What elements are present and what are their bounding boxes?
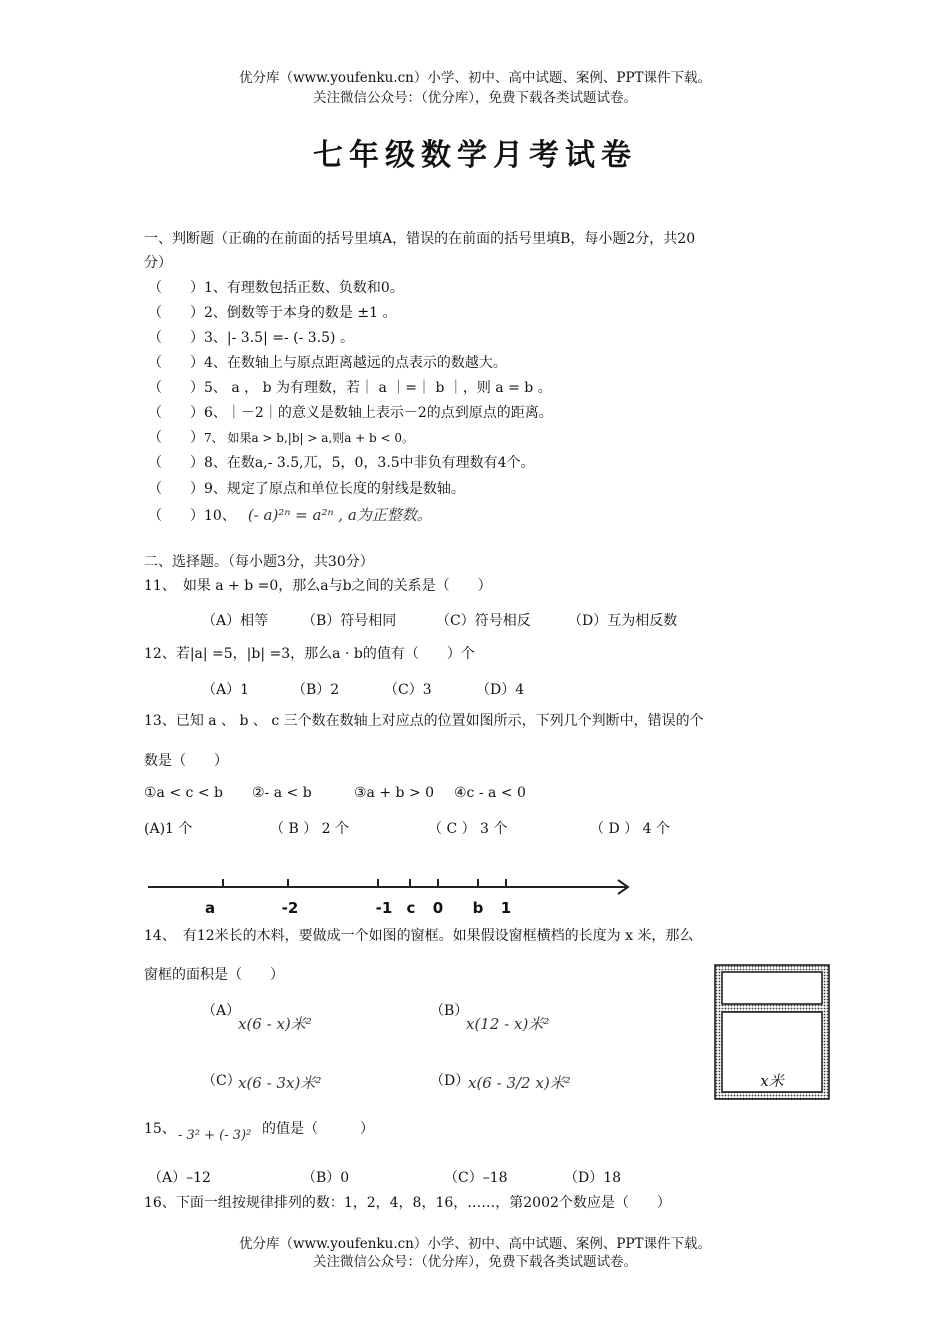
q13-judgement-3: ③a + b > 0: [354, 785, 435, 801]
answer-paren: （ ）: [148, 430, 204, 446]
label-b: b: [472, 899, 484, 917]
list-item: （ ）10、 (- a)²ⁿ = a²ⁿ , a为正整数。: [148, 506, 432, 524]
question-14-line-1: 14、 有12米长的木料，要做成一个如图的窗框。如果假设窗框横档的长度为 x 米，那么: [144, 928, 694, 944]
section1-heading-line-2: 分）: [144, 255, 172, 271]
answer-paren: （ ）: [148, 508, 204, 524]
label-1: 1: [500, 899, 512, 917]
q14-option-c-label: （C）: [202, 1073, 241, 1089]
q14-option-a-expr: x(6 - x)米²: [238, 1015, 312, 1033]
q15-option-b: （B）0: [302, 1170, 350, 1186]
answer-paren: （ ）: [148, 380, 204, 396]
list-item: （ ）9、规定了原点和单位长度的射线是数轴。: [148, 481, 465, 497]
q14-option-d-label: （D）: [430, 1073, 470, 1089]
answer-paren: （ ）: [148, 330, 204, 346]
q14-option-b-expr: x(12 - x)米²: [466, 1015, 550, 1033]
q12-option-a: （A）1: [202, 682, 250, 698]
answer-paren: （ ）: [148, 355, 204, 371]
q13-judgement-1: ①a < c < b: [144, 785, 223, 801]
list-item: （ ）2、倒数等于本身的数是 ±1 。: [148, 305, 397, 321]
question-15-text: 的值是（ ）: [262, 1121, 374, 1137]
label-c: c: [406, 899, 416, 917]
question-13-line-2: 数是（ ）: [144, 753, 228, 769]
list-item: （ ）4、在数轴上与原点距离越远的点表示的数越大。: [148, 355, 507, 371]
list-item: （ ）3、|- 3.5| =- (- 3.5) 。: [148, 330, 354, 346]
q12-option-c: （C）3: [384, 682, 432, 698]
q15-option-a: （A）–12: [148, 1170, 211, 1186]
header-line-1: 优分库（www.youfenku.cn）小学、初中、高中试题、案例、PPT课件下载。: [238, 70, 712, 86]
list-item: （ ）1、有理数包括正数、负数和0。: [148, 280, 404, 296]
number-line: [140, 868, 640, 918]
label-a: a: [204, 899, 216, 917]
q14-option-b-label: （B）: [430, 1003, 469, 1019]
list-item: （ ）8、在数a,- 3.5,兀，5，0，3.5中非负有理数有4个。: [148, 455, 535, 471]
q11-option-b: （B）符号相同: [302, 613, 397, 629]
q13-option-a: (A)1 个: [144, 821, 193, 837]
list-item: （ ）7、 如果a > b,|b| > a,则a + b < 0。: [148, 430, 415, 446]
answer-paren: （ ）: [148, 280, 204, 296]
footer-line-2: 关注微信公众号：（优分库），免费下载各类试题试卷。: [313, 1254, 637, 1270]
question-11: 11、 如果 a + b =0，那么a与b之间的关系是（ ）: [144, 578, 492, 594]
item10-math: (- a)²ⁿ = a²ⁿ , a为正整数。: [247, 506, 432, 524]
q13-option-d: （ D ） 4 个: [590, 821, 670, 837]
list-item: （ ）6、｜－2｜的意义是数轴上表示－2的点到原点的距离。: [148, 405, 553, 421]
q13-judgement-2: ②- a < b: [252, 785, 312, 801]
q11-option-d: （D）互为相反数: [568, 613, 678, 629]
q14-option-d-expr: x(6 - 3/2 x)米²: [468, 1074, 571, 1092]
page-title: 七年级数学月考试卷: [313, 138, 637, 173]
q12-option-b: （B）2: [292, 682, 340, 698]
q15-option-d: （D）18: [564, 1170, 622, 1186]
answer-paren: （ ）: [148, 405, 204, 421]
window-frame-figure: [712, 962, 834, 1104]
q11-option-c: （C）符号相反: [436, 613, 531, 629]
q12-option-d: （D）4: [476, 682, 525, 698]
q15-expression: - 3² + (- 3)²: [178, 1128, 252, 1143]
question-15-prefix: 15、: [144, 1121, 176, 1137]
q13-option-c: （ C ） 3 个: [428, 821, 508, 837]
question-13-line-1: 13、已知 a 、 b 、 c 三个数在数轴上对应点的位置如图所示，下列几个判断中，错误的个: [144, 713, 704, 729]
question-16: 16、下面一组按规律排列的数：1，2，4，8，16，……，第2002个数应是（ ）: [144, 1195, 671, 1211]
answer-paren: （ ）: [148, 305, 204, 321]
label-minus-2: -2: [281, 899, 299, 917]
answer-paren: （ ）: [148, 455, 204, 471]
window-pane-top: [722, 972, 822, 1004]
footer-line-1: 优分库（www.youfenku.cn）小学、初中、高中试题、案例、PPT课件下载。: [238, 1236, 712, 1252]
q11-option-a: （A）相等: [202, 613, 269, 629]
window-width-label: x米: [760, 1072, 784, 1090]
label-0: 0: [432, 899, 444, 917]
question-12: 12、若|a| =5，|b| =3，那么a · b的值有（ ）个: [144, 646, 475, 662]
header-line-2: 关注微信公众号：（优分库），免费下载各类试题试卷。: [313, 90, 637, 106]
q14-option-a-label: （A）: [202, 1003, 241, 1019]
label-minus-1: -1: [375, 899, 393, 917]
q14-option-c-expr: x(6 - 3x)米²: [238, 1074, 322, 1092]
question-14-line-2: 窗框的面积是（ ）: [144, 967, 284, 983]
q13-option-b: （ B ） 2 个: [270, 821, 349, 837]
list-item: （ ）5、 a ， b 为有理数，若｜ a ｜=｜ b ｜，则 a = b 。: [148, 380, 552, 396]
q15-option-c: （C）–18: [444, 1170, 508, 1186]
section1-heading-line-1: 一、判断题（正确的在前面的括号里填A，错误的在前面的括号里填B，每小题2分，共20: [144, 231, 696, 247]
q13-judgement-4: ④c - a < 0: [454, 785, 526, 801]
section2-heading: 二、选择题。（每小题3分，共30分）: [144, 554, 374, 570]
answer-paren: （ ）: [148, 481, 204, 497]
